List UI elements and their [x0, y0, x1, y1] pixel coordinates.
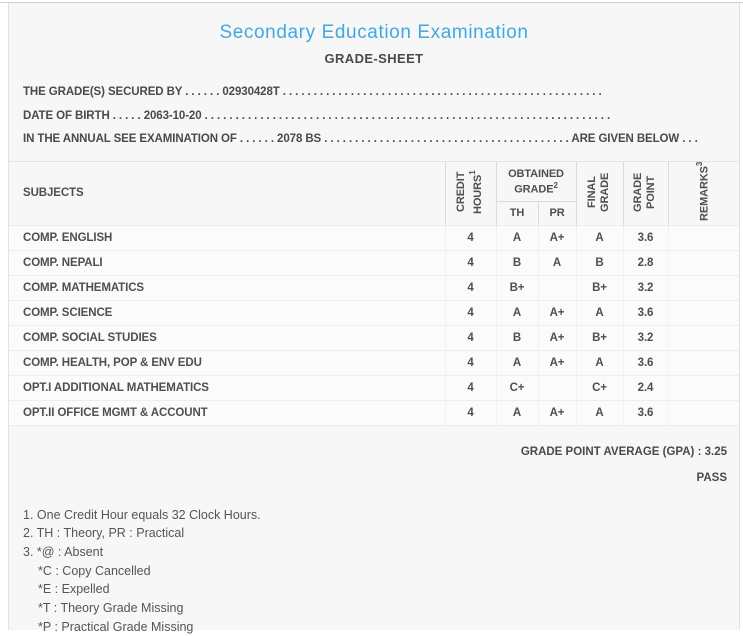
remarks-cell — [668, 375, 739, 400]
table-body — [9, 225, 739, 425]
column-header-label: FINAL GRADE — [586, 163, 612, 221]
table-row — [9, 350, 739, 375]
subject-cell: COMP. NEPALI — [9, 250, 445, 275]
practical-grade-cell: A+ — [538, 400, 576, 425]
table-row — [9, 400, 739, 425]
gpa-line: GRADE POINT AVERAGE (GPA) : 3.25 — [9, 439, 727, 465]
page-subtitle: GRADE-SHEET — [9, 51, 739, 66]
column-header-final-grade — [576, 161, 623, 225]
grades-table — [9, 161, 739, 426]
column-header-sup: 2 — [553, 181, 557, 190]
column-header-th: TH — [496, 201, 538, 225]
grade-point-cell: 3.2 — [623, 325, 668, 350]
grade-sheet-page — [8, 3, 740, 630]
column-header-subjects: SUBJECTS — [9, 161, 445, 225]
table-row — [9, 375, 739, 400]
grade-point-cell: 2.8 — [623, 250, 668, 275]
theory-grade-cell: A — [496, 225, 538, 250]
column-header-label: OBTAINED GRADE — [508, 168, 564, 196]
subject-cell: COMP. SCIENCE — [9, 300, 445, 325]
table-row — [9, 225, 739, 250]
column-header-sup: 1 — [469, 170, 478, 174]
theory-grade-cell: A — [496, 300, 538, 325]
practical-grade-cell: A+ — [538, 350, 576, 375]
credit-hours-cell: 4 — [445, 325, 496, 350]
footnote-item: 3. *@ : Absent — [23, 543, 739, 562]
table-row — [9, 275, 739, 300]
column-header-grade-point — [623, 161, 668, 225]
theory-grade-cell: B+ — [496, 275, 538, 300]
theory-grade-cell: B — [496, 325, 538, 350]
credit-hours-cell: 4 — [445, 225, 496, 250]
subject-cell: OPT.I ADDITIONAL MATHEMATICS — [9, 375, 445, 400]
table-row — [9, 300, 739, 325]
final-grade-cell: B+ — [576, 325, 623, 350]
footnote-item: *T : Theory Grade Missing — [23, 599, 739, 618]
theory-grade-cell: B — [496, 250, 538, 275]
credit-hours-cell: 4 — [445, 350, 496, 375]
practical-grade-cell: A+ — [538, 300, 576, 325]
grade-point-cell: 3.6 — [623, 300, 668, 325]
remarks-cell — [668, 275, 739, 300]
result-status: PASS — [9, 465, 727, 491]
table-row — [9, 325, 739, 350]
column-header-remarks — [668, 161, 739, 225]
footnote-item: *E : Expelled — [23, 580, 739, 599]
footnote-item: *C : Copy Cancelled — [23, 562, 739, 581]
remarks-cell — [668, 250, 739, 275]
final-grade-cell: A — [576, 300, 623, 325]
remarks-cell — [668, 325, 739, 350]
column-header-label: REMARKS — [699, 166, 711, 221]
column-header-pr: PR — [538, 201, 576, 225]
grade-point-cell: 3.6 — [623, 225, 668, 250]
final-grade-cell: C+ — [576, 375, 623, 400]
theory-grade-cell: A — [496, 350, 538, 375]
final-grade-cell: A — [576, 400, 623, 425]
remarks-cell — [668, 400, 739, 425]
credit-hours-cell: 4 — [445, 275, 496, 300]
info-line-date-of-birth: DATE OF BIRTH . . . . . 2063-10-20 . . . . . . . . . . . . . . . . . . . . . . . . . . . . . . . . . . . . . . . . . . . . . . . . . . . . . . . . . . . . . . . . . . — [23, 105, 725, 129]
info-line-examination: IN THE ANNUAL SEE EXAMINATION OF . . . . . . 2078 BS . . . . . . . . . . . . . . . . . . . . . . . . . . . . . . . . . . . . . . . . ARE GIVEN BELOW . . . — [23, 128, 725, 152]
final-grade-cell: A — [576, 350, 623, 375]
final-grade-cell: A — [576, 225, 623, 250]
footnotes-section — [23, 506, 739, 636]
grade-point-cell: 3.2 — [623, 275, 668, 300]
grade-point-cell: 2.4 — [623, 375, 668, 400]
page-title: Secondary Education Examination — [9, 22, 739, 44]
practical-grade-cell: A+ — [538, 325, 576, 350]
grade-point-cell: 3.6 — [623, 350, 668, 375]
column-header-label: GRADE POINT — [632, 163, 658, 221]
table-row — [9, 250, 739, 275]
column-header-obtained-grade — [496, 161, 576, 201]
subject-cell: COMP. MATHEMATICS — [9, 275, 445, 300]
final-grade-cell: B+ — [576, 275, 623, 300]
subject-cell: COMP. HEALTH, POP & ENV EDU — [9, 350, 445, 375]
credit-hours-cell: 4 — [445, 250, 496, 275]
info-line-secured-by: THE GRADE(S) SECURED BY . . . . . . 02930428T . . . . . . . . . . . . . . . . . . . . . . . . . . . . . . . . . . . . . . . . . . . . . . . . . . . . — [23, 81, 725, 105]
credit-hours-cell: 4 — [445, 375, 496, 400]
practical-grade-cell: A — [538, 250, 576, 275]
column-header-label: CREDIT HOURS — [455, 171, 484, 213]
subject-cell: OPT.II OFFICE MGMT & ACCOUNT — [9, 400, 445, 425]
final-grade-cell: B — [576, 250, 623, 275]
column-header-credit-hours — [445, 161, 496, 225]
credit-hours-cell: 4 — [445, 400, 496, 425]
practical-grade-cell — [538, 375, 576, 400]
theory-grade-cell: C+ — [496, 375, 538, 400]
column-header-sup: 3 — [695, 161, 704, 165]
credit-hours-cell: 4 — [445, 300, 496, 325]
footnote-item: *P : Practical Grade Missing — [23, 618, 739, 636]
footnote-item: 2. TH : Theory, PR : Practical — [23, 524, 739, 543]
remarks-cell — [668, 225, 739, 250]
grade-point-cell: 3.6 — [623, 400, 668, 425]
student-info-section — [23, 81, 725, 152]
remarks-cell — [668, 350, 739, 375]
subject-cell: COMP. ENGLISH — [9, 225, 445, 250]
practical-grade-cell — [538, 275, 576, 300]
practical-grade-cell: A+ — [538, 225, 576, 250]
grades-table-header — [9, 161, 739, 225]
theory-grade-cell: A — [496, 400, 538, 425]
result-summary — [9, 439, 727, 491]
subject-cell: COMP. SOCIAL STUDIES — [9, 325, 445, 350]
remarks-cell — [668, 300, 739, 325]
footnote-item: 1. One Credit Hour equals 32 Clock Hours. — [23, 506, 739, 525]
